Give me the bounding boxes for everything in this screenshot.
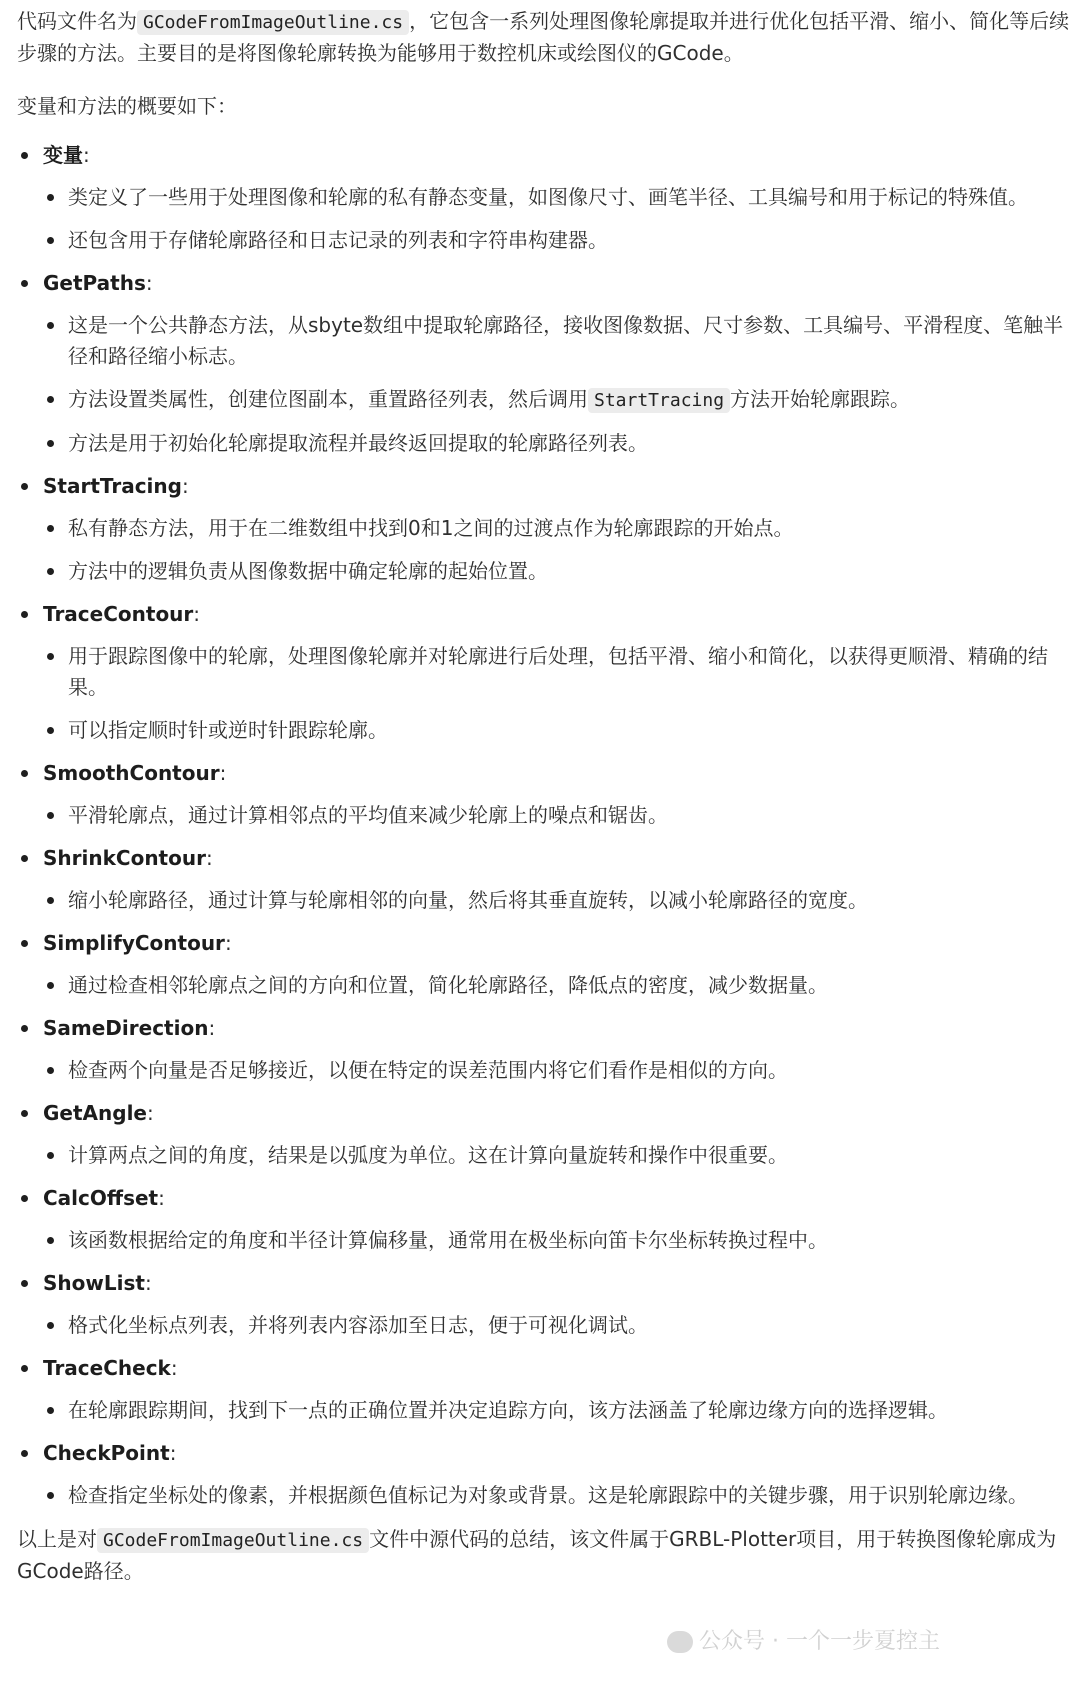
bullet-icon (47, 653, 54, 660)
bullet-icon (47, 440, 54, 447)
conclusion-paragraph (17, 1524, 1080, 1587)
point-text: 该函数根据给定的角度和半径计算偏移量，通常用在极坐标向笛卡尔坐标转换过程中。 (68, 1228, 828, 1252)
sub-list-item (43, 310, 1080, 372)
sub-list (43, 1480, 1080, 1511)
list-item (17, 140, 1080, 256)
wechat-logo-icon (667, 1631, 693, 1653)
bullet-icon (21, 855, 28, 862)
point-text-before: 方法设置类属性，创建位图副本，重置路径列表，然后调用 (68, 387, 588, 411)
bullet-icon (47, 1407, 54, 1414)
item-colon: : (219, 761, 227, 785)
point-text: 缩小轮廓路径，通过计算与轮廓相邻的向量，然后将其垂直旋转，以减小轮廓路径的宽度。 (68, 888, 868, 912)
sub-list-item (43, 1140, 1080, 1171)
sub-list (43, 970, 1080, 1001)
list-item (17, 1183, 1080, 1256)
sub-list-item (43, 1310, 1080, 1341)
item-colon: : (208, 1016, 216, 1040)
item-colon: : (193, 602, 201, 626)
sub-list-item (43, 715, 1080, 746)
bullet-icon (21, 1110, 28, 1117)
item-colon: : (83, 143, 90, 167)
sub-list-item (43, 428, 1080, 459)
item-term: 变量 (43, 143, 83, 167)
bullet-icon (47, 812, 54, 819)
item-colon: : (147, 1101, 154, 1125)
point-text: 平滑轮廓点，通过计算相邻点的平均值来减少轮廓上的噪点和锯齿。 (68, 803, 668, 827)
list-item (17, 1353, 1080, 1426)
item-term: TraceContour (43, 602, 194, 626)
bullet-icon (21, 1280, 28, 1287)
sub-list (43, 1225, 1080, 1256)
sub-list-item (43, 1480, 1080, 1511)
item-term: GetPaths (43, 271, 146, 295)
conclusion-filename-code: GCodeFromImageOutline.cs (97, 1528, 369, 1553)
bullet-icon (21, 1195, 28, 1202)
sub-list (43, 1310, 1080, 1341)
sub-list-item (43, 384, 1080, 416)
sub-list-item (43, 885, 1080, 916)
bullet-icon (47, 322, 54, 329)
sub-list (43, 641, 1080, 746)
point-text: 这是一个公共静态方法，从sbyte数组中提取轮廓路径，接收图像数据、尺寸参数、工具编号、平滑程度、笔触半径和路径缩小标志。 (68, 313, 1064, 368)
list-item (17, 1438, 1080, 1511)
sub-list (43, 310, 1080, 459)
list-item (17, 471, 1080, 587)
item-term: SmoothContour (43, 761, 220, 785)
sub-list (43, 1395, 1080, 1426)
sub-list (43, 1055, 1080, 1086)
bullet-icon (47, 982, 54, 989)
point-text: 方法是用于初始化轮廓提取流程并最终返回提取的轮廓路径列表。 (68, 431, 648, 455)
bullet-icon (21, 940, 28, 947)
inline-code: StartTracing (588, 388, 730, 413)
bullet-icon (47, 1492, 54, 1499)
intro-suffix: ，它包含一系列处理图像轮廓提取并进行优化包括平滑、缩小、简化等后续步骤的方法。主要目的是将图像轮廓转换为能够用于数控机床或绘图仪的GCode。 (17, 9, 1070, 65)
bullet-icon (47, 727, 54, 734)
bullet-icon (47, 194, 54, 201)
item-colon: : (145, 271, 153, 295)
bullet-icon (21, 1025, 28, 1032)
list-item (17, 1098, 1080, 1171)
intro-filename-code: GCodeFromImageOutline.cs (137, 10, 409, 35)
bullet-icon (47, 897, 54, 904)
method-list (17, 140, 1080, 1511)
item-colon: : (181, 474, 189, 498)
item-colon: : (170, 1356, 178, 1380)
point-text: 方法中的逻辑负责从图像数据中确定轮廓的起始位置。 (68, 559, 548, 583)
sub-list (43, 513, 1080, 587)
bullet-icon (47, 396, 54, 403)
summary-heading: 变量和方法的概要如下： (17, 94, 237, 118)
intro-prefix: 代码文件名为 (17, 9, 137, 33)
point-text: 在轮廓跟踪期间，找到下一点的正确位置并决定追踪方向，该方法涵盖了轮廓边缘方向的选择逻辑。 (68, 1398, 948, 1422)
sub-list-item (43, 641, 1080, 703)
conclusion-suffix: 文件中源代码的总结，该文件属于GRBL-Plotter项目，用于转换图像轮廓成为GCode路径。 (17, 1527, 1057, 1583)
bullet-icon (21, 1365, 28, 1372)
bullet-icon (47, 1067, 54, 1074)
item-term: CalcOffset (43, 1186, 159, 1210)
item-term: ShowList (43, 1271, 145, 1295)
sub-list-item (43, 1395, 1080, 1426)
point-text: 还包含用于存储轮廓路径和日志记录的列表和字符串构建器。 (68, 228, 608, 252)
item-colon: : (224, 931, 232, 955)
point-text: 检查两个向量是否足够接近，以便在特定的误差范围内将它们看作是相似的方向。 (68, 1058, 788, 1082)
bullet-icon (21, 280, 28, 287)
sub-list-item (43, 1055, 1080, 1086)
bullet-icon (21, 770, 28, 777)
point-text: 通过检查相邻轮廓点之间的方向和位置，简化轮廓路径，降低点的密度，减少数据量。 (68, 973, 828, 997)
bullet-icon (47, 568, 54, 575)
list-item (17, 268, 1080, 459)
sub-list-item (43, 182, 1080, 213)
item-term: StartTracing (43, 474, 182, 498)
point-text: 类定义了一些用于处理图像和轮廓的私有静态变量，如图像尺寸、画笔半径、工具编号和用于标记的特殊值。 (68, 185, 1028, 209)
bullet-icon (47, 1152, 54, 1159)
point-text: 计算两点之间的角度，结果是以弧度为单位。这在计算向量旋转和操作中很重要。 (68, 1143, 788, 1167)
point-text: 私有静态方法，用于在二维数组中找到0和1之间的过渡点作为轮廓跟踪的开始点。 (68, 516, 794, 540)
list-item (17, 758, 1080, 831)
bullet-icon (21, 1450, 28, 1457)
item-term: TraceCheck (43, 1356, 171, 1380)
watermark (667, 1624, 940, 1655)
item-term: SameDirection (43, 1016, 209, 1040)
list-item (17, 599, 1080, 746)
bullet-icon (47, 1237, 54, 1244)
sub-list (43, 1140, 1080, 1171)
sub-list-item (43, 556, 1080, 587)
conclusion-prefix: 以上是对 (17, 1527, 97, 1551)
bullet-icon (21, 483, 28, 490)
sub-list-item (43, 513, 1080, 544)
point-text: 格式化坐标点列表，并将列表内容添加至日志，便于可视化调试。 (68, 1313, 648, 1337)
item-term: CheckPoint (43, 1441, 170, 1465)
item-term: GetAngle (43, 1101, 147, 1125)
item-term: ShrinkContour (43, 846, 206, 870)
bullet-icon (47, 525, 54, 532)
item-colon: : (144, 1271, 152, 1295)
list-item (17, 1268, 1080, 1341)
bullet-icon (47, 1322, 54, 1329)
sub-list-item (43, 225, 1080, 256)
sub-list-item (43, 970, 1080, 1001)
item-term: SimplifyContour (43, 931, 225, 955)
point-text: 检查指定坐标处的像素，并根据颜色值标记为对象或背景。这是轮廓跟踪中的关键步骤，用于识别轮廓边缘。 (68, 1483, 1028, 1507)
point-text-after: 方法开始轮廓跟踪。 (730, 387, 911, 411)
point-text: 可以指定顺时针或逆时针跟踪轮廓。 (68, 718, 388, 742)
point-text: 用于跟踪图像中的轮廓，处理图像轮廓并对轮廓进行后处理，包括平滑、缩小和简化，以获得更顺滑、精确的结果。 (68, 644, 1048, 699)
sub-list (43, 182, 1080, 256)
bullet-icon (21, 611, 28, 618)
bullet-icon (21, 152, 28, 159)
sub-list-item (43, 1225, 1080, 1256)
sub-list (43, 885, 1080, 916)
sub-list (43, 800, 1080, 831)
sub-list-item (43, 800, 1080, 831)
watermark-text: 公众号 · 一个一步夏控主 (699, 1629, 940, 1654)
item-colon: : (158, 1186, 165, 1210)
list-item (17, 843, 1080, 916)
item-colon: : (205, 846, 213, 870)
list-item (17, 928, 1080, 1001)
list-item (17, 1013, 1080, 1086)
intro-paragraph (17, 0, 1080, 69)
bullet-icon (47, 237, 54, 244)
item-colon: : (169, 1441, 177, 1465)
